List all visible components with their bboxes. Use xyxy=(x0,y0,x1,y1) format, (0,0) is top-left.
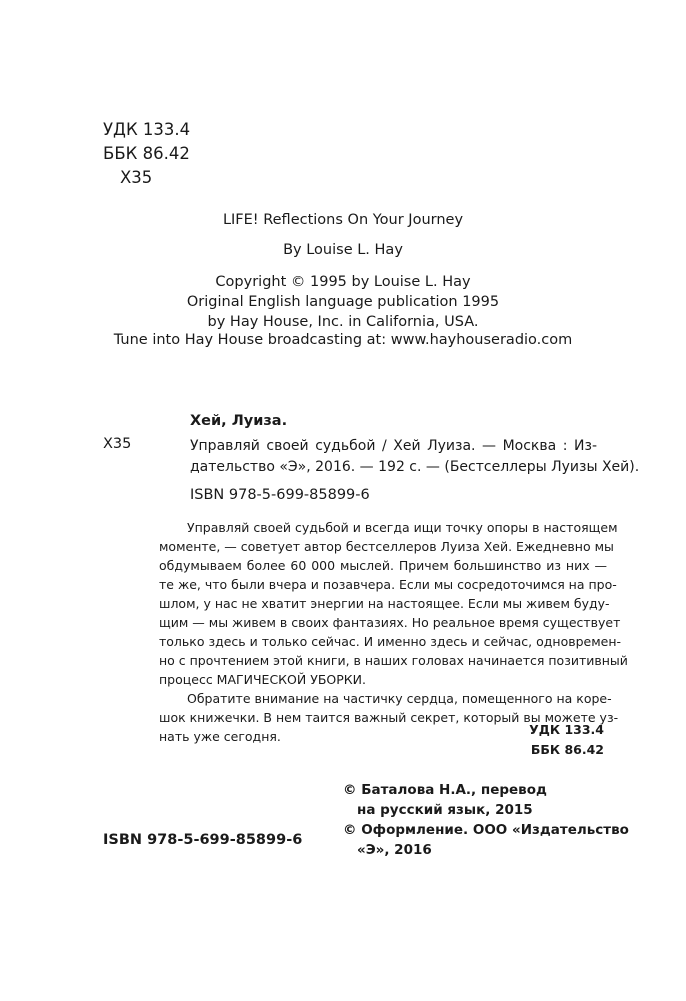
top-classification-codes xyxy=(103,118,190,190)
original-author: By Louise L. Hay xyxy=(283,242,403,258)
original-title: LIFE! Reflections On Your Journey xyxy=(222,212,464,228)
copyright-line: by Hay House, Inc. in California, USA. xyxy=(207,314,479,330)
annotation-line: моменте, — советует автор бестселлеров Луиза Хей. Ежедневно мы xyxy=(159,539,614,554)
annotation xyxy=(159,518,628,746)
isbn-bottom: ISBN 978-5-699-85899-6 xyxy=(103,832,303,848)
bbk-code: ББК 86.42 xyxy=(103,144,190,163)
bib-description xyxy=(190,436,640,478)
annotation-line: обдумываем более 60 000 мыслей. Причем большинство из них — xyxy=(159,558,607,573)
bib-line: дательство «Э», 2016. — 192 с. — (Бестселлеры Луизы Хей). xyxy=(190,459,640,475)
rights-line: на русский язык, 2015 xyxy=(357,802,533,818)
annotation-line: шок книжечки. В нем таится важный секрет, который вы можете уз- xyxy=(159,710,619,725)
bib-author-mark: Х35 xyxy=(103,436,132,452)
udk-code: УДК 133.4 xyxy=(529,722,604,737)
annotation-line: но с прочтением этой книги, в наших головах начинается позитивный xyxy=(159,653,628,668)
annotation-line: Управляй своей судьбой и всегда ищи точку опоры в настоящем xyxy=(187,520,618,535)
copyright-block xyxy=(0,272,686,332)
broadcast-line: Tune into Hay House broadcasting at: www.hayhouseradio.com xyxy=(113,332,573,348)
bbk-code: ББК 86.42 xyxy=(530,742,604,757)
udk-code: УДК 133.4 xyxy=(103,120,191,139)
annotation-line: только здесь и только сейчас. И именно здесь и сейчас, одновремен- xyxy=(159,634,622,649)
annotation-line: те же, что были вчера и позавчера. Если мы сосредоточимся на про- xyxy=(159,577,617,592)
rights-line: © Баталова Н.А., перевод xyxy=(343,782,547,798)
bottom-classification-codes xyxy=(529,720,604,760)
copyright-line: Copyright © 1995 by Louise L. Hay xyxy=(215,274,471,290)
rights-block xyxy=(343,780,629,860)
copyright-line: Original English language publication 1995 xyxy=(186,294,500,310)
author-mark: Х35 xyxy=(120,168,153,187)
annotation-line: нать уже сегодня. xyxy=(159,729,281,744)
annotation-line: шлом, у нас не хватит энергии на настоящее. Если мы живем буду- xyxy=(159,596,610,611)
annotation-line: щим — мы живем в своих фантазиях. Но реальное время существует xyxy=(159,615,621,630)
rights-line: © Оформление. ООО «Издательство xyxy=(343,822,629,838)
bib-author: Хей, Луиза. xyxy=(190,413,288,429)
annotation-line: процесс МАГИЧЕСКОЙ УБОРКИ. xyxy=(159,672,366,687)
annotation-line: Обратите внимание на частичку сердца, помещенного на коре- xyxy=(187,691,612,706)
isbn: ISBN 978-5-699-85899-6 xyxy=(190,487,370,503)
bib-line: Управляй своей судьбой / Хей Луиза. — Москва : Из- xyxy=(190,438,597,454)
rights-line: «Э», 2016 xyxy=(357,842,432,858)
